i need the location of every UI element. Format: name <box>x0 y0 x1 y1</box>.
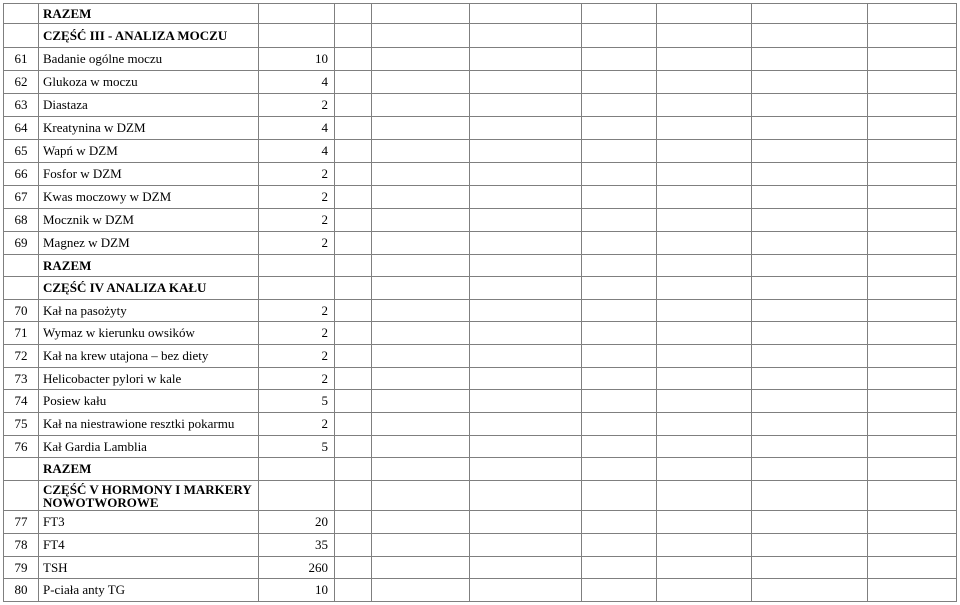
table-row <box>4 413 957 436</box>
item-name: Magnez w DZM <box>39 232 259 255</box>
empty-cell <box>752 511 868 534</box>
empty-cell <box>582 186 657 209</box>
table-row <box>4 71 957 94</box>
empty-cell <box>335 4 372 24</box>
empty-cell <box>868 255 957 277</box>
empty-cell <box>752 579 868 602</box>
empty-cell <box>752 4 868 24</box>
item-name: Posiew kału <box>39 390 259 413</box>
row-number: 69 <box>4 232 39 255</box>
empty-cell <box>335 458 372 481</box>
item-name: FT4 <box>39 534 259 557</box>
empty-cell <box>335 322 372 345</box>
section-label: CZĘŚĆ III - ANALIZA MOCZU <box>39 24 259 48</box>
table-body <box>4 4 957 602</box>
empty-cell <box>582 300 657 322</box>
empty-cell <box>752 24 868 48</box>
empty-cell <box>657 140 752 163</box>
empty-cell <box>372 458 470 481</box>
empty-cell <box>372 232 470 255</box>
item-quantity: 2 <box>259 368 335 390</box>
table-row <box>4 534 957 557</box>
empty-cell <box>752 436 868 458</box>
item-quantity: 4 <box>259 140 335 163</box>
table-row <box>4 232 957 255</box>
empty-cell <box>657 579 752 602</box>
empty-cell <box>372 300 470 322</box>
item-quantity: 5 <box>259 436 335 458</box>
item-quantity <box>259 277 335 300</box>
empty-cell <box>470 209 582 232</box>
empty-cell <box>657 390 752 413</box>
empty-cell <box>868 24 957 48</box>
item-quantity <box>259 4 335 24</box>
empty-cell <box>372 557 470 579</box>
empty-cell <box>335 94 372 117</box>
row-number <box>4 255 39 277</box>
empty-cell <box>582 534 657 557</box>
row-number: 79 <box>4 557 39 579</box>
item-quantity: 2 <box>259 232 335 255</box>
empty-cell <box>372 390 470 413</box>
empty-cell <box>582 140 657 163</box>
empty-cell <box>582 4 657 24</box>
empty-cell <box>657 117 752 140</box>
empty-cell <box>752 345 868 368</box>
empty-cell <box>470 436 582 458</box>
empty-cell <box>657 368 752 390</box>
empty-cell <box>868 48 957 71</box>
item-quantity <box>259 458 335 481</box>
empty-cell <box>868 277 957 300</box>
empty-cell <box>470 71 582 94</box>
empty-cell <box>752 481 868 511</box>
empty-cell <box>582 48 657 71</box>
empty-cell <box>582 163 657 186</box>
empty-cell <box>335 140 372 163</box>
item-quantity: 260 <box>259 557 335 579</box>
empty-cell <box>582 481 657 511</box>
table-row <box>4 557 957 579</box>
empty-cell <box>372 4 470 24</box>
item-name: P-ciała anty TG <box>39 579 259 602</box>
empty-cell <box>335 277 372 300</box>
empty-cell <box>752 413 868 436</box>
item-quantity: 2 <box>259 300 335 322</box>
empty-cell <box>470 255 582 277</box>
empty-cell <box>372 579 470 602</box>
row-number: 71 <box>4 322 39 345</box>
empty-cell <box>752 277 868 300</box>
empty-cell <box>657 322 752 345</box>
empty-cell <box>582 322 657 345</box>
empty-cell <box>657 481 752 511</box>
empty-cell <box>752 255 868 277</box>
empty-cell <box>372 209 470 232</box>
empty-cell <box>868 232 957 255</box>
empty-cell <box>372 140 470 163</box>
empty-cell <box>657 300 752 322</box>
empty-cell <box>335 345 372 368</box>
item-quantity: 4 <box>259 71 335 94</box>
row-number: 73 <box>4 368 39 390</box>
empty-cell <box>582 413 657 436</box>
empty-cell <box>582 368 657 390</box>
row-number <box>4 277 39 300</box>
table-row <box>4 436 957 458</box>
empty-cell <box>470 458 582 481</box>
row-number <box>4 481 39 511</box>
empty-cell <box>372 345 470 368</box>
section-row <box>4 4 957 24</box>
empty-cell <box>470 534 582 557</box>
table-row <box>4 345 957 368</box>
empty-cell <box>470 94 582 117</box>
empty-cell <box>868 481 957 511</box>
item-quantity: 2 <box>259 209 335 232</box>
item-name: Kał na niestrawione resztki pokarmu <box>39 413 259 436</box>
empty-cell <box>372 255 470 277</box>
empty-cell <box>868 579 957 602</box>
empty-cell <box>657 277 752 300</box>
empty-cell <box>335 163 372 186</box>
empty-cell <box>657 255 752 277</box>
empty-cell <box>582 24 657 48</box>
empty-cell <box>752 48 868 71</box>
empty-cell <box>335 368 372 390</box>
row-number: 70 <box>4 300 39 322</box>
empty-cell <box>372 436 470 458</box>
section-row <box>4 24 957 48</box>
empty-cell <box>868 436 957 458</box>
empty-cell <box>470 24 582 48</box>
table-row <box>4 368 957 390</box>
empty-cell <box>335 557 372 579</box>
empty-cell <box>657 24 752 48</box>
empty-cell <box>470 579 582 602</box>
item-quantity: 10 <box>259 48 335 71</box>
empty-cell <box>335 300 372 322</box>
item-quantity <box>259 255 335 277</box>
price-table <box>3 3 957 602</box>
table-row <box>4 94 957 117</box>
item-quantity <box>259 481 335 511</box>
row-number: 62 <box>4 71 39 94</box>
empty-cell <box>335 481 372 511</box>
row-number: 78 <box>4 534 39 557</box>
empty-cell <box>868 94 957 117</box>
empty-cell <box>868 534 957 557</box>
empty-cell <box>657 436 752 458</box>
empty-cell <box>470 232 582 255</box>
item-name: Kał na pasożyty <box>39 300 259 322</box>
item-name: Kał Gardia Lamblia <box>39 436 259 458</box>
empty-cell <box>752 117 868 140</box>
item-name: Kreatynina w DZM <box>39 117 259 140</box>
table-row <box>4 209 957 232</box>
empty-cell <box>582 209 657 232</box>
empty-cell <box>470 557 582 579</box>
empty-cell <box>335 24 372 48</box>
empty-cell <box>868 140 957 163</box>
empty-cell <box>470 300 582 322</box>
empty-cell <box>868 209 957 232</box>
empty-cell <box>335 117 372 140</box>
empty-cell <box>372 48 470 71</box>
empty-cell <box>752 368 868 390</box>
section-row <box>4 458 957 481</box>
empty-cell <box>335 71 372 94</box>
item-quantity: 2 <box>259 345 335 368</box>
empty-cell <box>372 368 470 390</box>
row-number: 66 <box>4 163 39 186</box>
section-label: CZĘŚĆ IV ANALIZA KAŁU <box>39 277 259 300</box>
row-number <box>4 24 39 48</box>
empty-cell <box>582 436 657 458</box>
table-row <box>4 511 957 534</box>
empty-cell <box>752 71 868 94</box>
empty-cell <box>582 277 657 300</box>
empty-cell <box>470 413 582 436</box>
table-row <box>4 186 957 209</box>
empty-cell <box>657 4 752 24</box>
item-name: Kał na krew utajona – bez diety <box>39 345 259 368</box>
item-quantity <box>259 24 335 48</box>
empty-cell <box>657 345 752 368</box>
empty-cell <box>470 390 582 413</box>
empty-cell <box>868 368 957 390</box>
empty-cell <box>582 511 657 534</box>
empty-cell <box>868 345 957 368</box>
empty-cell <box>868 557 957 579</box>
row-number: 65 <box>4 140 39 163</box>
row-number: 64 <box>4 117 39 140</box>
empty-cell <box>657 94 752 117</box>
row-number: 76 <box>4 436 39 458</box>
empty-cell <box>752 94 868 117</box>
empty-cell <box>470 163 582 186</box>
empty-cell <box>470 186 582 209</box>
empty-cell <box>868 117 957 140</box>
empty-cell <box>657 163 752 186</box>
empty-cell <box>752 458 868 481</box>
empty-cell <box>470 511 582 534</box>
empty-cell <box>335 186 372 209</box>
item-quantity: 2 <box>259 186 335 209</box>
item-quantity: 2 <box>259 94 335 117</box>
table-row <box>4 390 957 413</box>
item-name: Kwas moczowy w DZM <box>39 186 259 209</box>
section-label: RAZEM <box>39 458 259 481</box>
section-label: RAZEM <box>39 4 259 24</box>
empty-cell <box>470 277 582 300</box>
empty-cell <box>372 322 470 345</box>
empty-cell <box>372 534 470 557</box>
empty-cell <box>868 186 957 209</box>
empty-cell <box>752 390 868 413</box>
empty-cell <box>582 232 657 255</box>
empty-cell <box>335 413 372 436</box>
empty-cell <box>752 534 868 557</box>
empty-cell <box>372 481 470 511</box>
empty-cell <box>868 300 957 322</box>
item-name: Glukoza w moczu <box>39 71 259 94</box>
item-name: Fosfor w DZM <box>39 163 259 186</box>
item-name: Diastaza <box>39 94 259 117</box>
empty-cell <box>582 117 657 140</box>
empty-cell <box>752 186 868 209</box>
empty-cell <box>582 345 657 368</box>
item-name: Helicobacter pylori w kale <box>39 368 259 390</box>
empty-cell <box>335 511 372 534</box>
empty-cell <box>752 322 868 345</box>
empty-cell <box>868 322 957 345</box>
empty-cell <box>657 511 752 534</box>
item-quantity: 2 <box>259 413 335 436</box>
item-quantity: 4 <box>259 117 335 140</box>
empty-cell <box>372 277 470 300</box>
section-label: CZĘŚĆ V HORMONY I MARKERY NOWOTWOROWE <box>39 481 259 511</box>
empty-cell <box>582 71 657 94</box>
empty-cell <box>470 48 582 71</box>
empty-cell <box>657 48 752 71</box>
empty-cell <box>657 413 752 436</box>
empty-cell <box>868 390 957 413</box>
row-number: 67 <box>4 186 39 209</box>
empty-cell <box>372 163 470 186</box>
item-quantity: 10 <box>259 579 335 602</box>
empty-cell <box>752 557 868 579</box>
item-name: Mocznik w DZM <box>39 209 259 232</box>
item-name: Badanie ogólne moczu <box>39 48 259 71</box>
empty-cell <box>470 140 582 163</box>
empty-cell <box>657 557 752 579</box>
item-name: Wapń w DZM <box>39 140 259 163</box>
table-row <box>4 163 957 186</box>
empty-cell <box>372 71 470 94</box>
empty-cell <box>868 511 957 534</box>
table-row <box>4 48 957 71</box>
item-name: FT3 <box>39 511 259 534</box>
section-label: RAZEM <box>39 255 259 277</box>
empty-cell <box>752 209 868 232</box>
empty-cell <box>868 413 957 436</box>
empty-cell <box>752 140 868 163</box>
empty-cell <box>335 209 372 232</box>
section-row <box>4 255 957 277</box>
table-row <box>4 117 957 140</box>
empty-cell <box>752 232 868 255</box>
row-number: 61 <box>4 48 39 71</box>
row-number: 77 <box>4 511 39 534</box>
empty-cell <box>470 345 582 368</box>
empty-cell <box>657 232 752 255</box>
empty-cell <box>470 322 582 345</box>
row-number <box>4 458 39 481</box>
empty-cell <box>470 481 582 511</box>
row-number <box>4 4 39 24</box>
row-number: 75 <box>4 413 39 436</box>
table-row <box>4 300 957 322</box>
empty-cell <box>470 117 582 140</box>
empty-cell <box>582 390 657 413</box>
empty-cell <box>657 186 752 209</box>
empty-cell <box>752 163 868 186</box>
empty-cell <box>657 71 752 94</box>
item-quantity: 5 <box>259 390 335 413</box>
item-quantity: 35 <box>259 534 335 557</box>
item-quantity: 2 <box>259 163 335 186</box>
empty-cell <box>335 534 372 557</box>
row-number: 74 <box>4 390 39 413</box>
empty-cell <box>372 117 470 140</box>
empty-cell <box>470 4 582 24</box>
empty-cell <box>335 579 372 602</box>
empty-cell <box>372 186 470 209</box>
row-number: 80 <box>4 579 39 602</box>
empty-cell <box>372 94 470 117</box>
row-number: 68 <box>4 209 39 232</box>
row-number: 72 <box>4 345 39 368</box>
empty-cell <box>868 163 957 186</box>
section-row <box>4 481 957 511</box>
table-row <box>4 140 957 163</box>
empty-cell <box>335 390 372 413</box>
empty-cell <box>657 534 752 557</box>
empty-cell <box>868 4 957 24</box>
empty-cell <box>335 436 372 458</box>
table-row <box>4 579 957 602</box>
empty-cell <box>582 255 657 277</box>
empty-cell <box>582 557 657 579</box>
empty-cell <box>582 458 657 481</box>
table-row <box>4 322 957 345</box>
empty-cell <box>868 71 957 94</box>
item-quantity: 2 <box>259 322 335 345</box>
empty-cell <box>372 413 470 436</box>
item-name: TSH <box>39 557 259 579</box>
empty-cell <box>372 24 470 48</box>
item-name: Wymaz w kierunku owsików <box>39 322 259 345</box>
empty-cell <box>335 48 372 71</box>
item-quantity: 20 <box>259 511 335 534</box>
empty-cell <box>868 458 957 481</box>
empty-cell <box>752 300 868 322</box>
empty-cell <box>470 368 582 390</box>
empty-cell <box>582 579 657 602</box>
empty-cell <box>335 255 372 277</box>
empty-cell <box>335 232 372 255</box>
section-row <box>4 277 957 300</box>
empty-cell <box>372 511 470 534</box>
empty-cell <box>657 458 752 481</box>
empty-cell <box>582 94 657 117</box>
row-number: 63 <box>4 94 39 117</box>
empty-cell <box>657 209 752 232</box>
